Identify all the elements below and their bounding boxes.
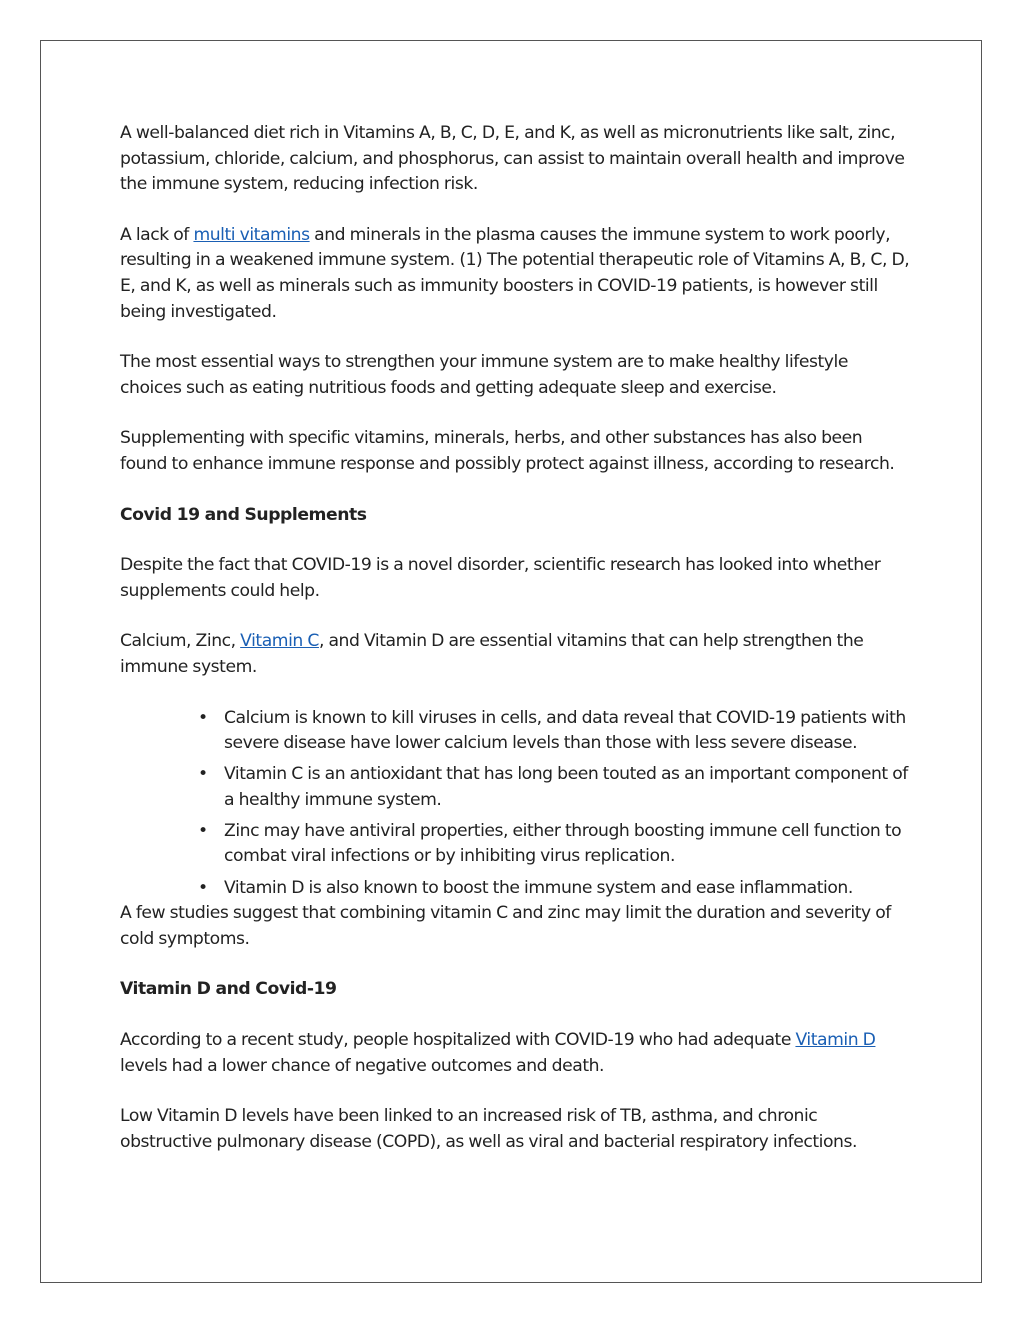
text-segment: , and Vitamin D are essential vitamins that can help strengthen the immune system.	[120, 631, 864, 677]
list-item	[198, 762, 910, 813]
paragraph-few-studies: A few studies suggest that combining vitamin C and zinc may limit the duration and severity of cold symptoms.	[120, 903, 891, 949]
heading-vitamin-d-covid: Vitamin D and Covid-19	[120, 979, 337, 1000]
text-segment: A lack of	[120, 224, 194, 245]
paragraph-supplementing: Supplementing with specific vitamins, minerals, herbs, and other substances has also been found to enhance immune response and possibly protect against illness, according to research.	[120, 428, 895, 474]
list-item-text: Vitamin D is also known to boost the immune system and ease inflammation.	[224, 877, 853, 898]
paragraph-recent-study	[120, 1028, 910, 1079]
list-item-text: Calcium is known to kill viruses in cells, and data reveal that COVID-19 patients with severe disease have lower calcium levels than those with less severe disease.	[224, 707, 906, 754]
list-item	[198, 876, 910, 902]
paragraph-essential-vitamins	[120, 629, 910, 680]
list-item	[198, 819, 910, 870]
list-item-text: Zinc may have antiviral properties, either through boosting immune cell function to combat viral infections or by inhibiting virus replication.	[224, 820, 902, 867]
vitamin-bullet-list	[120, 706, 910, 902]
paragraph-lack-of-vitamins	[120, 223, 910, 325]
text-segment: and minerals in the plasma causes the immune system to work poorly, resulting in a weakened immune system. (1) The potential therapeutic role of Vitamins A, B, C, D, E, and K, as well as minerals such as immunity boosters in COVID-19 patients, is however still being investigated.	[120, 224, 910, 322]
list-item-text: Vitamin C is an antioxidant that has long been touted as an important component of a healthy immune system.	[224, 764, 908, 810]
paragraph-novel-disorder: Despite the fact that COVID-19 is a novel disorder, scientific research has looked into whether supplements could help.	[120, 555, 881, 601]
bullet-icon: •	[198, 877, 208, 898]
paragraph-low-vitamin-d: Low Vitamin D levels have been linked to an increased risk of TB, asthma, and chronic obstructive pulmonary disease (COPD), as well as viral and bacterial respiratory infections.	[120, 1106, 858, 1152]
vitamin-c-link[interactable]: Vitamin C	[240, 631, 319, 652]
heading-covid-supplements: Covid 19 and Supplements	[120, 504, 367, 525]
paragraph-balanced-diet: A well-balanced diet rich in Vitamins A, B, C, D, E, and K, as well as micronutrients like salt, zinc, potassium, chloride, calcium, and phosphorus, can assist to maintain overall health and improve the immune system, reducing infection risk.	[120, 123, 905, 195]
bullet-icon: •	[198, 707, 208, 728]
paragraph-essential-ways: The most essential ways to strengthen your immune system are to make healthy lifestyle choices such as eating nutritious foods and getting adequate sleep and exercise.	[120, 352, 848, 398]
vitamin-d-link[interactable]: Vitamin D	[795, 1029, 876, 1050]
list-item	[198, 706, 910, 757]
bullet-icon: •	[198, 820, 208, 841]
text-segment: levels had a lower chance of negative outcomes and death.	[120, 1055, 605, 1076]
text-segment: According to a recent study, people hospitalized with COVID-19 who had adequate	[120, 1029, 796, 1050]
document-body	[120, 121, 910, 1155]
text-segment: Calcium, Zinc,	[120, 631, 241, 652]
multi-vitamins-link[interactable]: multi vitamins	[193, 224, 310, 245]
bullet-icon: •	[198, 764, 208, 785]
